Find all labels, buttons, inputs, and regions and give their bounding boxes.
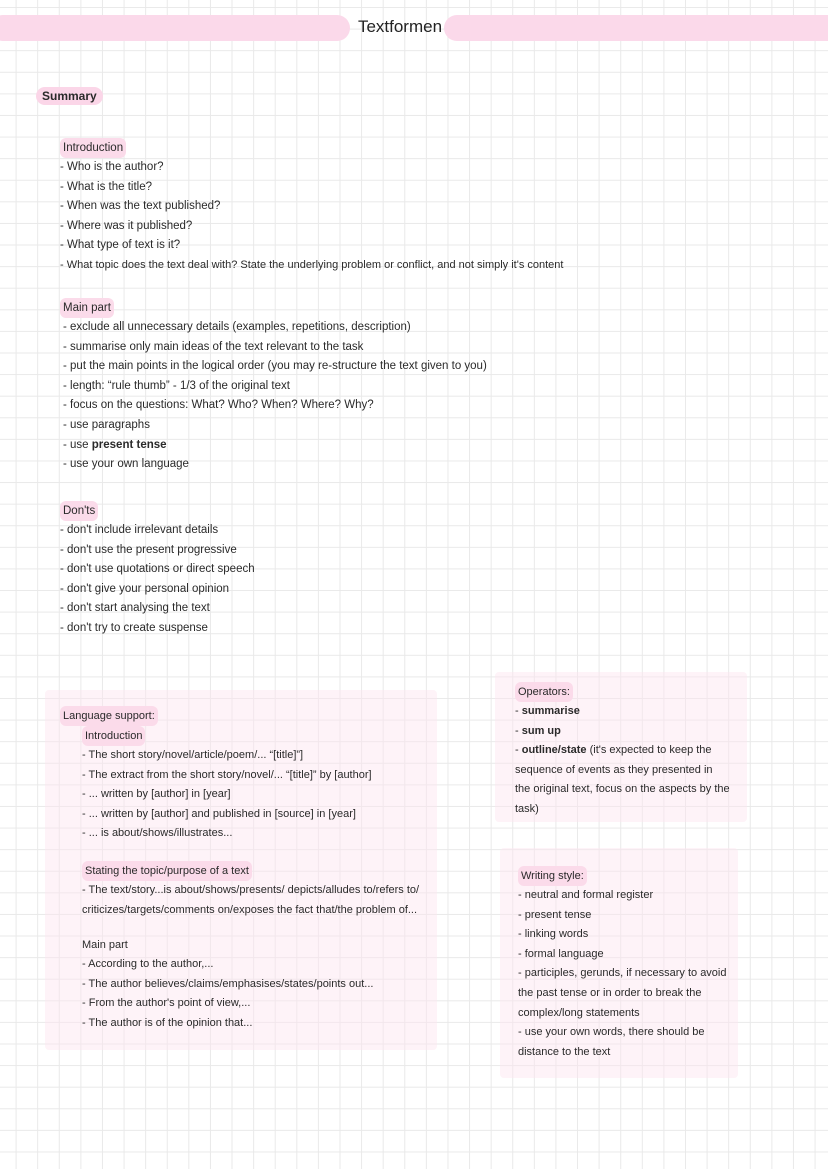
list-item: - use your own words, there should be distance to the text (518, 1026, 705, 1058)
introduction-section (60, 138, 563, 276)
list-item: - ... is about/shows/illustrates... (82, 827, 233, 840)
list-item: - Where was it published? (60, 219, 193, 232)
list-item: - don't use quotations or direct speech (60, 563, 255, 576)
list-item: - linking words (518, 928, 589, 941)
list-item: - What topic does the text deal with? State the underlying problem or conflict, and not simply it's content (60, 258, 564, 271)
ls-topic-heading: Stating the topic/purpose of a text (82, 861, 252, 881)
list-item: - The extract from the short story/novel/... “[title]” by [author] (82, 768, 372, 781)
list-item: - outline/state (it's expected to keep the sequence of events as they presented in the original text, focus on the aspects by the task) (515, 744, 730, 815)
list-item: - focus on the questions: What? Who? When? Where? Why? (63, 399, 374, 412)
main-part-heading: Main part (60, 298, 114, 318)
list-item: - ... written by [author] in [year] (82, 788, 231, 801)
list-item (60, 436, 487, 456)
title-band-right (444, 15, 828, 41)
operator-name: outline/state (521, 744, 587, 757)
ls-main-part-heading: Main part (82, 939, 128, 952)
operator-name: summarise (521, 705, 580, 717)
title-band-left (0, 15, 350, 41)
list-item: - put the main points in the logical order (you may re-structure the text given to you) (63, 360, 487, 373)
list-item: - don't try to create suspense (60, 621, 208, 634)
list-item: - ... written by [author] and published in [source] in [year] (82, 807, 356, 820)
list-item: - What is the title? (60, 180, 153, 193)
language-support-section (60, 706, 419, 1034)
list-item: - What type of text is it? (60, 239, 181, 252)
list-item: - use your own language (63, 458, 189, 471)
list-item: - don't include irrelevant details (60, 524, 219, 536)
list-item: - length: “rule thumb” - 1/3 of the original text (63, 379, 290, 392)
list-item: - participles, gerunds, if necessary to avoid the past tense or in order to break the complex/long statements (518, 967, 727, 1019)
operators-section (515, 682, 730, 820)
writing-style-heading: Writing style: (518, 866, 587, 886)
list-item: - present tense (518, 908, 592, 921)
list-item: - exclude all unnecessary details (examples, repetitions, description) (63, 321, 411, 333)
writing-style-section (518, 866, 728, 1062)
list-item: - don't use the present progressive (60, 543, 237, 556)
list-item: - The text/story...is about/shows/presents/ depicts/alludes to/refers to/ (82, 883, 420, 896)
main-part-section (60, 298, 487, 475)
operator-name: sum up (521, 724, 561, 737)
list-item: - use paragraphs (63, 418, 150, 431)
list-item: - The short story/novel/article/poem/... “[title]”] (82, 749, 304, 761)
language-support-heading: Language support: (60, 706, 158, 726)
list-item: - Who is the author? (60, 161, 164, 173)
list-item: - neutral and formal register (518, 889, 654, 901)
list-item: - sum up (515, 724, 561, 737)
donts-heading: Don'ts (60, 501, 98, 521)
list-item: - When was the text published? (60, 200, 221, 213)
list-item: - From the author's point of view,... (82, 997, 251, 1010)
list-item: criticizes/targets/comments on/exposes the fact that/the problem of... (82, 903, 418, 916)
item-text: - use (63, 438, 92, 451)
list-item: - don't start analysing the text (60, 602, 210, 615)
donts-section (60, 501, 255, 639)
list-item: - The author believes/claims/emphasises/states/points out... (82, 977, 374, 990)
list-item: - summarise only main ideas of the text relevant to the task (63, 340, 364, 353)
operators-heading: Operators: (515, 682, 573, 702)
list-item: - formal language (518, 947, 604, 960)
operator-note: (it's expected to keep the sequence of events as they presented in the original text, focus on the aspects by the task) (515, 744, 730, 815)
summary-label: Summary (36, 87, 103, 105)
list-item: - According to the author,... (82, 958, 214, 971)
list-item: - The author is of the opinion that... (82, 1016, 253, 1029)
item-bold-text: present tense (91, 438, 167, 451)
page-title: Textformen (357, 17, 443, 36)
introduction-heading: Introduction (60, 138, 126, 158)
list-item: - don't give your personal opinion (60, 582, 230, 595)
ls-introduction-heading: Introduction (82, 726, 145, 746)
list-item: - summarise (515, 705, 580, 717)
